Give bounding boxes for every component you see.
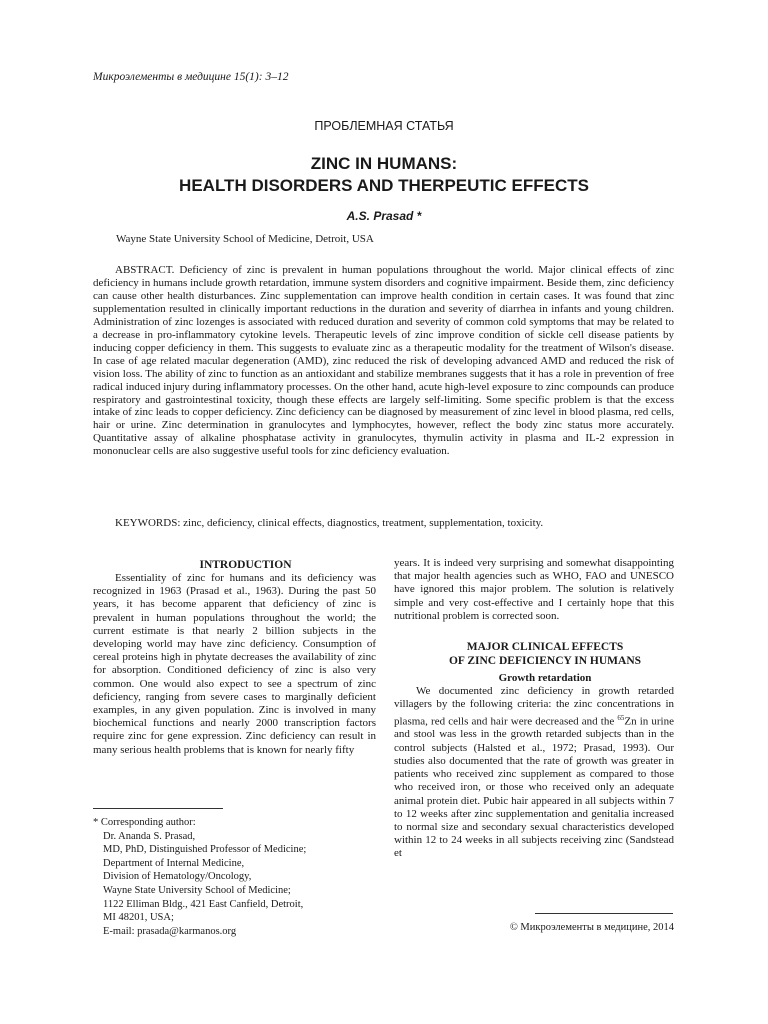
corresponding-author-footnote <box>93 816 383 938</box>
footnote-line: Dr. Ananda S. Prasad, <box>103 830 196 842</box>
abstract: ABSTRACT. Deficiency of zinc is prevalent in human populations throughout the world. Major clinical effects of zinc deficiency in humans include growth retardation, immune system disorders and cognitive impairment. Beside them, zinc deficiency can cause other health disturbances. Zinc supplementation can improve health condition in certain cases. It was found that zinc supplementation resulted in clinically important reductions in the duration and severity of diarrhea in infants and young children. Administration of zinc lozenges is associated with reduced duration and severity of common cold symptoms that may be related to a decrease in pro-inflammatory cytokine levels. Therapeutic levels of zinc improve condition of sickle cell disease patients by inducing copper deficiency in them. This suggests to evaluate zinc as a therapeutic modality for the treatment of Wilson's disease. In case of age related macular degeneration (AMD), zinc reduced the risk of developing advanced AMD and reduced the risk of vision loss. The ability of zinc to function as an antioxidant and stabilize membranes suggests that it has a role in prevention of free radical induced injury during inflammatory processes. On the other hand, acute high-level exposure to zinc compounds can produce respiratory and gastrointestinal toxicity, though these effects are largely self-limiting. Some specific problem is that the excess intake of zinc leads to copper deficiency. Zinc deficiency can be diagnosed by measurement of zinc level in blood plasma, red cells, hair or urine. Zinc determination in granulocytes and lymphocytes, however, reflect the body zinc status more accurately. Quantitative assay of alkaline phosphatase activity in granulocytes, thymulin activity in plasma and IL-2 expression in mononuclear cells are also suggestive useful tools for zinc deficiency evaluation. <box>93 264 674 458</box>
footnote-line: 1122 Elliman Bldg., 421 East Canfield, Detroit, <box>103 898 304 910</box>
affiliation: Wayne State University School of Medicine, Detroit, USA <box>116 233 374 245</box>
growth-text-part-a: We documented zinc deficiency in growth retarded villagers by the following criteria: the zinc concentrations in plasma, red cells and hair were decreased and the <box>394 685 674 728</box>
copyright-notice: © Микроэлементы в медицине, 2014 <box>509 922 674 933</box>
introduction-continued: years. It is indeed very surprising and somewhat disappointing that major health agencies such as WHO, FAO and UNESCO have ignored this major problem. The solution is relatively simple and very cost-effective and I certainly hope that this nutritional problem is corrected soon. <box>394 557 674 622</box>
footnote-line: Department of Internal Medicine, <box>103 857 245 869</box>
footnote-line: Division of Hematology/Oncology, <box>103 871 252 883</box>
right-column <box>394 557 674 861</box>
growth-text-part-b: Zn in urine and stool was less in the growth retarded subjects than in the control subjects (Halsted et al., 1972; Prasad, 1993). Our studies also documented that the rate of growth was greater in patients who received zinc supplement as compared to those who received iron, or those who received only an adequate animal protein diet. Pubic hair appeared in all subjects within 7 to 12 weeks after zinc supplementation and genitalia increased to normal size and secondary sexual characteristics developed within 12 to 24 weeks in all subjects receiving zinc (Sandstead et <box>394 715 674 860</box>
growth-retardation-heading: Growth retardation <box>498 672 592 685</box>
copyright-divider <box>535 913 673 914</box>
introduction-text: Essentiality of zinc for humans and its deficiency was recognized in 1963 (Prasad et al., 1963). During the past 50 years, it has become apparent that deficiency of zinc is prevalent in human populations throughout the world; the current estimate is that nearly 2 billion subjects in the developing world may have zinc deficiency. Consumption of cereal proteins high in phytate decreases the availability of zinc for absorption. Conditioned deficiency of zinc is also very common. One would also expect to see a spectrum of zinc deficiency, ranging from severe cases to marginally deficient examples, in any given population. Zinc is involved in many biochemical functions and nearly 2000 transcription factors require zinc for gene expression. Zinc deficiency can result in many serious health problems that is known for nearly fifty <box>93 572 376 756</box>
footnote-line: MI 48201, USA; <box>103 912 174 924</box>
major-effects-heading-2: OF ZINC DEFICIENCY IN HUMANS <box>448 655 642 668</box>
footnote-divider <box>93 808 223 809</box>
growth-retardation-text <box>394 685 674 860</box>
title-line-1: ZINC IN HUMANS: <box>310 154 458 173</box>
footnote-line: MD, PhD, Distinguished Professor of Medicine; <box>103 844 307 856</box>
journal-reference: Микроэлементы в медицине 15(1): 3–12 <box>93 71 289 83</box>
footnote-line: Wayne State University School of Medicine; <box>103 884 291 896</box>
left-column <box>93 558 376 757</box>
section-type: ПРОБЛЕМНАЯ СТАТЬЯ <box>314 119 454 133</box>
introduction-heading: INTRODUCTION <box>199 559 292 571</box>
article-title <box>0 153 768 197</box>
title-line-2: HEALTH DISORDERS AND THERPEUTIC EFFECTS <box>179 176 589 195</box>
author: A.S. Prasad * <box>346 209 422 223</box>
footnote-line: * Corresponding author: <box>93 817 196 828</box>
footnote-email[interactable]: E-mail: prasada@karmanos.org <box>103 925 237 937</box>
isotope-superscript: 65 <box>617 713 625 722</box>
major-effects-heading-1: MAJOR CLINICAL EFFECTS <box>466 641 624 654</box>
keywords: KEYWORDS: zinc, deficiency, clinical effects, diagnostics, treatment, supplementation, toxicity. <box>115 517 544 529</box>
